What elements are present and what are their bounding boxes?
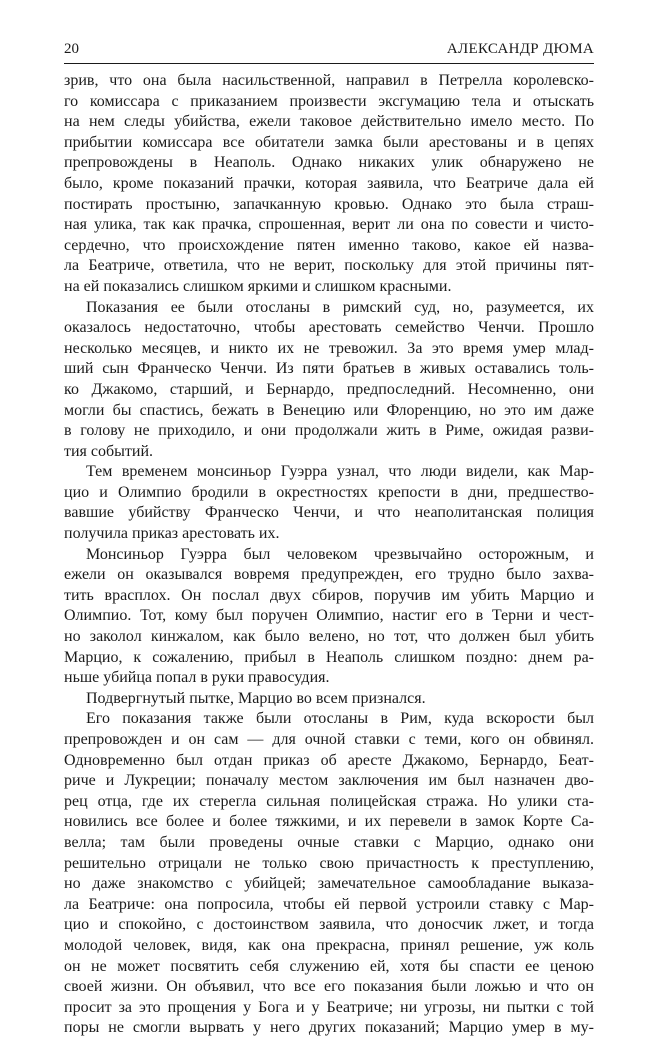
text-line: в голову не приходило, и они продолжали жить в Риме, ожидая разви-	[64, 422, 594, 440]
text-line: ла Беатриче, ответила, что не верит, поскольку для этой причины пят-	[64, 257, 594, 275]
text-line: ший сын Франческо Ченчи. Из пяти братьев в живых оставались толь-	[64, 360, 594, 378]
text-line: велла; там были проведены очные ставки с Марцио, однако они	[64, 833, 594, 851]
text-line: ежели он оказывался вовремя предупрежден, его трудно было захва-	[64, 566, 594, 584]
paragraph	[64, 689, 594, 710]
book-page	[64, 38, 594, 1039]
body-text	[64, 71, 594, 1039]
text-line: рец отца, где их стерегла сильная полицейская стража. Но улики ста-	[64, 792, 594, 810]
text-line: решительно отрицали не только свою причастность к преступлению,	[64, 854, 594, 872]
text-line: Его показания также были отосланы в Рим, куда вскорости был	[86, 710, 594, 728]
text-line: препровождены в Неаполь. Однако никаких улик обнаружено не	[64, 154, 594, 172]
text-line: Одновременно был отдан приказ об аресте Джакомо, Бернардо, Беат-	[64, 751, 594, 769]
text-line: на нем следы убийства, ежели таковое действительно имело место. По	[64, 113, 594, 131]
text-line: было, кроме показаний прачки, которая заявила, что Беатриче дала ей	[64, 174, 594, 192]
text-line: ная улика, так как прачка, спрошенная, верит ли она по совести и чисто-	[64, 216, 594, 234]
text-line: Монсиньор Гуэрра был человеком чрезвычайно осторожным, и	[86, 545, 594, 563]
text-line: своей жизни. Он объявил, что все его показания были ложью и что он	[64, 978, 594, 996]
text-line: постирать простыню, запачканную кровью. Однако это была страш-	[64, 195, 594, 213]
text-line: но даже знакомство с убийцей; замечательное самообладание выказа-	[64, 875, 594, 893]
text-line: ко Джакомо, старший, и Бернардо, предпоследний. Несомненно, они	[64, 380, 594, 398]
text-line: Олимпио. Тот, кому был поручен Олимпио, настиг его в Терни и чест-	[64, 607, 594, 625]
text-line: препровожден и он сам — для очной ставки с теми, кого он обвинял.	[64, 731, 594, 748]
text-line: ла Беатриче: она попросила, чтобы ей первой устроили ставку с Мар-	[64, 895, 594, 913]
paragraph	[64, 709, 594, 1039]
page-number: 20	[64, 41, 79, 57]
text-line: оказалось недостаточно, чтобы арестовать семейство Ченчи. Прошло	[64, 319, 594, 337]
text-line: новились все более и более тяжкими, и их перевели в замок Корте Са-	[64, 813, 594, 831]
text-line: Показания ее были отосланы в римский суд, но, разумеется, их	[86, 298, 594, 316]
text-line: тить врасплох. Он послал двух сбиров, поручив им убить Марцио и	[64, 586, 594, 604]
text-line: цио и спокойно, с достоинством заявила, что доносчик лжет, и тогда	[64, 916, 594, 934]
text-line: цио и Олимпио бродили в окрестностях крепости в дни, предшество-	[64, 483, 594, 501]
text-line: риче и Лукреции; поначалу местом заключения им был назначен дво-	[64, 772, 594, 790]
text-line: вавшие убийству Франческо Ченчи, и что неаполитанская полиция	[64, 504, 594, 522]
text-line: просит за это прощения у Бога и у Беатриче; ни угрозы, ни пытки с той	[64, 998, 594, 1016]
paragraph	[64, 545, 594, 689]
running-title: АЛЕКСАНДР ДЮМА	[446, 41, 594, 57]
text-line: сердечно, что происхождение пятен именно таково, какое ей назва-	[64, 236, 594, 254]
running-head	[64, 38, 594, 60]
text-line: Тем временем монсиньор Гуэрра узнал, что люди видели, как Мар-	[86, 463, 594, 481]
text-line: го комиссара с приказанием произвести эксгумацию тела и отыскать	[64, 92, 594, 110]
text-line: Марцио, к сожалению, прибыл в Неаполь слишком поздно: днем ра-	[64, 648, 594, 666]
text-line: он не может посвятить себя служению ей, хотя бы спасти ее ценою	[64, 957, 594, 975]
text-line: тия событий.	[64, 442, 154, 460]
text-line: молодой человек, видя, как она прекрасна, принял решение, уж коль	[64, 936, 594, 954]
paragraph	[64, 71, 594, 298]
text-line: получила приказ арестовать их.	[64, 525, 280, 543]
text-line: прибытии комиссара все обитатели замка были арестованы и в цепях	[64, 133, 594, 151]
text-line: несколько месяцев, и никто их не тревожил. За это время умер млад-	[64, 339, 594, 357]
text-line: зрив, что она была насильственной, направил в Петрелла королевско-	[64, 72, 594, 89]
text-line: но заколол кинжалом, как было велено, но тот, что должен был убить	[64, 628, 594, 646]
paragraph	[64, 298, 594, 463]
text-line: поры не смогли вырвать у него других показаний; Марцио умер в му-	[64, 1019, 594, 1037]
header-rule	[64, 63, 594, 64]
text-line: на ей показались слишком яркими и слишком красными.	[64, 277, 452, 295]
paragraph	[64, 462, 594, 544]
text-line: могли бы спастись, бежать в Венецию или Флоренцию, но это им даже	[64, 401, 594, 419]
text-line: ньше убийца попал в руки правосудия.	[64, 669, 330, 687]
text-line: Подвергнутый пытке, Марцио во всем признался.	[86, 689, 426, 707]
